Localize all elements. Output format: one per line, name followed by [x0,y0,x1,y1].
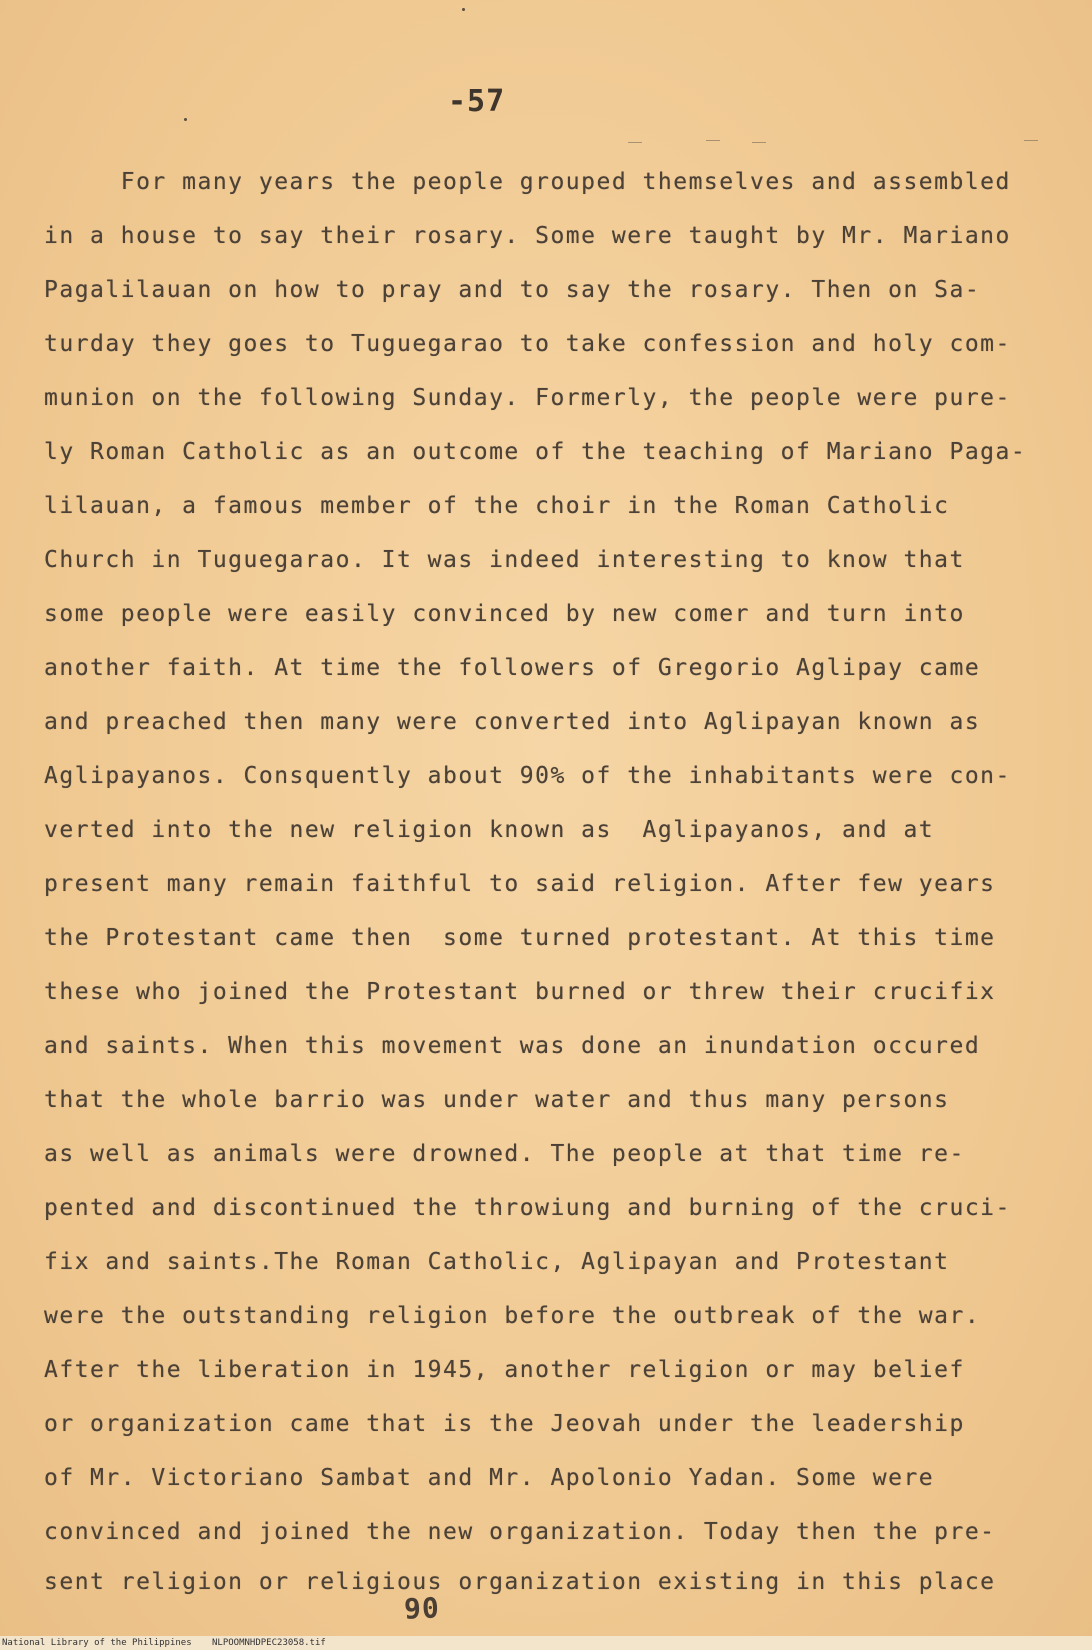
text-line: sent religion or religious organization existing in this place [44,1569,996,1595]
text-line: pented and discontinued the throwiung and burning of the cruci- [44,1195,1011,1221]
footer-library-name: National Library of the Philippines [2,1638,192,1648]
text-line: lilauan, a famous member of the choir in the Roman Catholic [44,493,950,519]
handwritten-number: 90 [403,1591,441,1626]
text-line: or organization came that is the Jeovah under the leadership [44,1411,965,1437]
text-line: Church in Tuguegarao. It was indeed interesting to know that [44,547,965,573]
page-number: -57 [448,84,506,119]
text-line: were the outstanding religion before the outbreak of the war. [44,1303,981,1329]
text-line: and preached then many were converted into Aglipayan known as [44,709,981,735]
footer-file-name: NLPOOMNHDPEC23058.tif [212,1638,326,1648]
text-line: Aglipayanos. Consquently about 90% of the inhabitants were con- [44,763,1011,789]
text-line: turday they goes to Tuguegarao to take confession and holy com- [44,331,1011,357]
text-line: fix and saints.The Roman Catholic, Aglipayan and Protestant [44,1249,950,1275]
text-line: these who joined the Protestant burned or threw their crucifix [44,979,996,1005]
text-line: After the liberation in 1945, another religion or may belief [44,1357,965,1383]
text-line: munion on the following Sunday. Formerly, the people were pure- [44,385,1011,411]
text-line: convinced and joined the new organization. Today then the pre- [44,1519,996,1545]
text-line: verted into the new religion known as Aglipayanos, and at [44,817,935,843]
text-line: For many years the people grouped themselves and assembled [44,169,1011,195]
text-line: that the whole barrio was under water and thus many persons [44,1087,950,1113]
text-line: the Protestant came then some turned protestant. At this time [44,925,996,951]
text-line: some people were easily convinced by new comer and turn into [44,601,965,627]
text-line: and saints. When this movement was done an inundation occured [44,1033,981,1059]
text-line: Pagalilauan on how to pray and to say the rosary. Then on Sa- [44,277,981,303]
text-line: ly Roman Catholic as an outcome of the teaching of Mariano Paga- [44,439,1027,465]
text-line: another faith. At time the followers of Gregorio Aglipay came [44,655,981,681]
scan-footer [0,1636,1092,1650]
text-line: of Mr. Victoriano Sambat and Mr. Apolonio Yadan. Some were [44,1465,935,1491]
text-line: as well as animals were drowned. The people at that time re- [44,1141,965,1167]
text-line: in a house to say their rosary. Some were taught by Mr. Mariano [44,223,1011,249]
text-line: present many remain faithful to said religion. After few years [44,871,996,897]
